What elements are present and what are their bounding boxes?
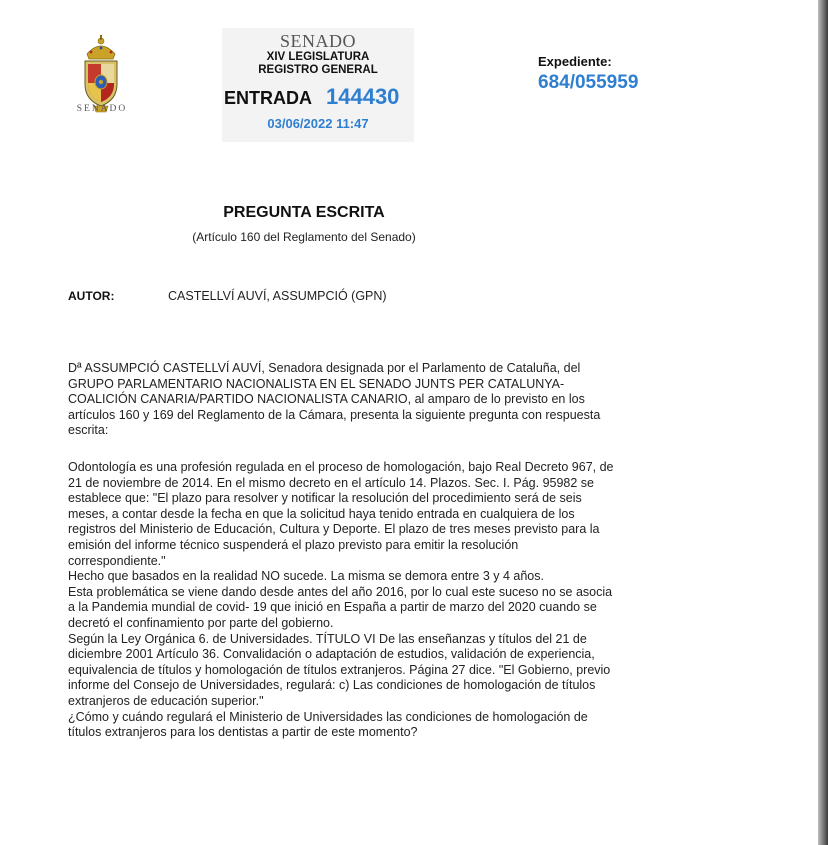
text-line: meses, a contar desde la fecha en que la solicitud haya tenido entrada en cualquiera de los [68,506,575,521]
text-line: GRUPO PARLAMENTARIO NACIONALISTA EN EL SENADO JUNTS PER CATALUNYA- [68,376,565,391]
document-subtitle: (Artículo 160 del Reglamento del Senado) [192,230,416,244]
text-line: escrita: [68,423,109,438]
text-line: emisión del informe técnico suspenderá el plazo previsto para emitir la resolución [68,537,519,552]
text-line: Según la Ley Orgánica 6. de Universidades. TÍTULO VI De las enseñanzas y títulos del 21 de [68,631,587,646]
registration-stamp [222,28,414,142]
page-edge-shadow [818,0,828,845]
expediente-label: Expediente: [538,54,612,69]
stamp-entry-number: 144430 [326,84,400,109]
text-line: a la Pandemia mundial de covid- 19 que inició en España a partir de marzo del 2020 cuando se [68,600,597,615]
text-line: establece que: "El plazo para resolver y notificar la resolución del procedimiento será de seis [68,491,582,506]
author-label: AUTOR: [68,289,115,303]
text-line: extranjeros de educación superior." [68,693,264,708]
text-line: 21 de noviembre de 2014. En el mismo decreto en el artículo 14. Plazos. Sec. I. Pág. 95982 se [68,475,595,490]
stamp-legislature: XIV LEGISLATURA [266,51,370,63]
text-line: diciembre 2001 Artículo 36. Convalidación o adaptación de estudios, validación de experiencia, [68,647,595,662]
text-line: decretó el confinamiento por parte del gobierno. [68,615,334,630]
text-line: títulos extranjeros para los dentistas a partir de este momento? [68,725,418,740]
text-line: Dª ASSUMPCIÓ CASTELLVÍ AUVÍ, Senadora designada por el Parlamento de Cataluña, del [68,361,581,375]
text-line: Esta problemática se viene dando desde antes del año 2016, por lo cual este suceso no se asocia [68,584,613,599]
text-line: informe del Consejo de Universidades, regulará: c) Las condiciones de homologación de títulos [68,678,596,693]
text-line: artículos 160 y 169 del Reglamento de la Cámara, presenta la siguiente pregunta con respuesta [68,407,601,422]
text-line: Odontología es una profesión regulada en el proceso de homologación, bajo Real Decreto 967, de [68,460,614,474]
text-line: Hecho que basados en la realidad NO sucede. La misma se demora entre 3 y 4 años. [68,569,544,584]
text-line: equivalencia de títulos y homologación de títulos extranjeros. Página 27 dice. "El Gobierno, previo [68,662,611,677]
logo-caption: SENADO [76,104,128,114]
stamp-institution: SENADO [279,31,356,51]
document-title: PREGUNTA ESCRITA [223,204,385,221]
text-line: COALICIÓN CANARIA/PARTIDO NACIONALISTA CANARIO, al amparo de lo previsto en los [68,392,585,407]
author-value: CASTELLVÍ AUVÍ, ASSUMPCIÓ (GPN) [168,289,387,303]
text-line: correspondiente." [68,553,166,568]
expediente-value: 684/055959 [538,72,639,93]
stamp-entry-date: 03/06/2022 11:47 [267,116,369,131]
text-line: registros del Ministerio de Educación, Cultura y Deporte. El plazo de tres meses previsto para la [68,522,600,537]
intro-paragraph [68,361,658,439]
stamp-registry: REGISTRO GENERAL [258,64,378,76]
text-line: ¿Cómo y cuándo regulará el Ministerio de Universidades las condiciones de homologación de [68,709,588,724]
stamp-entry-label: ENTRADA [224,88,312,108]
question-body [68,460,658,741]
